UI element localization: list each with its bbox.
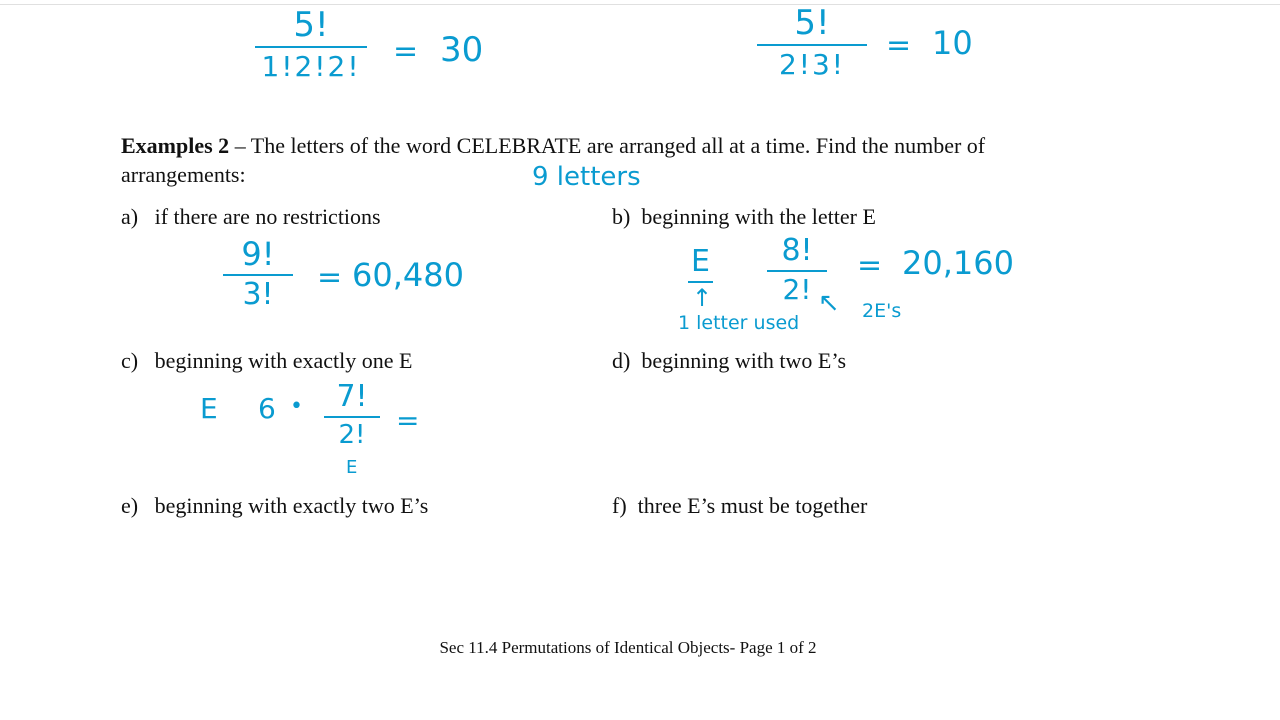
part-a-result: 60,480 [352, 256, 464, 294]
part-e [121, 493, 428, 519]
part-a [121, 204, 381, 230]
part-e-text: beginning with exactly two E’s [154, 493, 429, 518]
part-b-den-note: 2E's [862, 300, 902, 322]
part-a-label: a) [121, 204, 139, 229]
top-right-denominator: 2!3! [778, 48, 846, 81]
part-d-text: beginning with two E’s [641, 348, 847, 373]
part-b-up-arrow: ↑ [692, 284, 713, 312]
part-a-denominator: 3! [242, 277, 274, 312]
part-b-den-arrow: ↖ [818, 288, 840, 318]
top-right-numerator: 5! [794, 3, 830, 43]
fraction-bar [324, 416, 380, 418]
top-left-equals: = [393, 34, 419, 69]
part-c-fraction [324, 380, 380, 450]
top-right-equals: = [886, 28, 912, 63]
part-c-numerator: 7! [336, 379, 368, 414]
top-left-denominator: 1!2!2! [261, 50, 361, 83]
part-b-result: 20,160 [902, 244, 1014, 282]
part-b-first-letter: E [688, 244, 713, 283]
part-c-equals: = [396, 404, 420, 437]
part-b-denominator: 2! [782, 273, 812, 306]
part-d [612, 348, 846, 374]
example-heading: Examples 2 [121, 133, 230, 158]
nine-letters-note: 9 letters [532, 162, 641, 192]
part-a-fraction [223, 236, 293, 312]
page-footer: Sec 11.4 Permutations of Identical Objects- Page 1 of 2 [439, 638, 817, 657]
part-c [121, 348, 412, 374]
fraction-bar [255, 46, 367, 48]
top-right-result: 10 [932, 24, 973, 62]
part-f-text: three E’s must be together [637, 493, 868, 518]
part-c-denominator: 2! [338, 420, 366, 450]
part-b-equals: = [857, 248, 883, 283]
part-b [612, 204, 876, 230]
fraction-bar [757, 44, 867, 46]
part-b-text: beginning with the letter E [641, 204, 876, 229]
part-b-first-note: 1 letter used [678, 312, 800, 334]
part-b-label: b) [612, 204, 631, 229]
part-a-text: if there are no restrictions [154, 204, 381, 229]
part-c-first: E [200, 392, 218, 425]
example-intro: – The letters of the word CELEBRATE are arranged all at a time. Find the number of [229, 133, 986, 158]
top-left-numerator: 5! [293, 5, 329, 45]
fraction-bar [767, 270, 827, 272]
fraction-bar [223, 274, 293, 276]
part-b-numerator: 8! [781, 233, 813, 268]
part-c-text: beginning with exactly one E [154, 348, 413, 373]
example-intro-line1 [121, 133, 985, 159]
part-d-label: d) [612, 348, 631, 373]
part-f [612, 493, 867, 519]
part-c-den-note: E [346, 457, 358, 478]
part-c-second: 6 [258, 392, 276, 425]
part-a-numerator: 9! [241, 235, 275, 273]
part-e-label: e) [121, 493, 139, 518]
part-c-label: c) [121, 348, 139, 373]
part-a-equals: = [317, 260, 343, 295]
example-intro-line2: arrangements: [121, 162, 246, 187]
top-right-fraction [757, 4, 867, 82]
part-f-label: f) [612, 493, 627, 518]
top-left-result: 30 [440, 30, 484, 70]
top-left-fraction [255, 6, 367, 84]
page-top-edge [0, 0, 1280, 5]
part-c-dot: • [290, 394, 303, 419]
